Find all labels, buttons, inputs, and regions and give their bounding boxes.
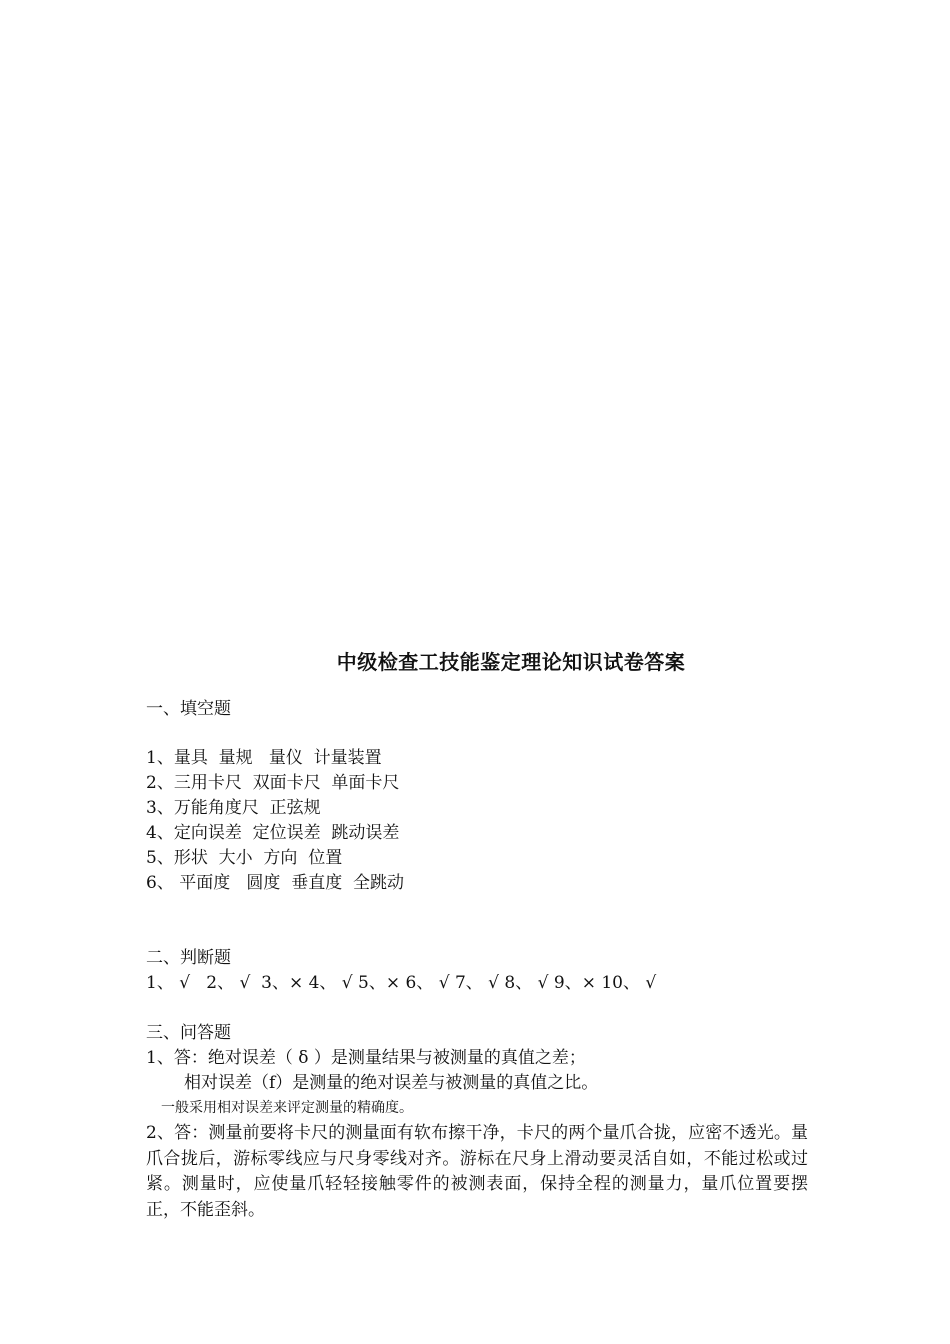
section-heading-qa: 三、问答题 xyxy=(146,1023,231,1043)
answer-line: 6、 平面度 圆度 垂直度 全跳动 xyxy=(146,873,405,893)
qa-answer-1-line3: 一般采用相对误差来评定测量的精确度。 xyxy=(161,1100,413,1116)
section-heading-true-false: 二、判断题 xyxy=(146,948,231,968)
qa-answer-2: 2、答：测量前要将卡尺的测量面有软布擦干净，卡尺的两个量爪合拢，应密不透光。量爪合拢后，游标零线应与尺身零线对齐。游标在尺身上滑动要灵活自如，不能过松或过紧。测量时，应使量爪轻轻接触零件的被测表面，保持全程的测量力，量爪位置要摆正，不能歪斜。 xyxy=(146,1123,808,1220)
qa-answer-1-line2: 相对误差（f）是测量的绝对误差与被测量的真值之比。 xyxy=(184,1073,599,1093)
answer-line: 1、量具 量规 量仪 计量装置 xyxy=(146,748,382,768)
answer-line: 3、万能角度尺 正弦规 xyxy=(146,798,321,818)
answer-line: 5、形状 大小 方向 位置 xyxy=(146,848,343,868)
section-heading-fill-in: 一、填空题 xyxy=(146,699,231,719)
answer-line: 4、定向误差 定位误差 跳动误差 xyxy=(146,823,400,843)
document-title: 中级检查工技能鉴定理论知识试卷答案 xyxy=(336,650,686,674)
true-false-answers: 1、 √ 2、 √ 3、× 4、 √ 5、× 6、 √ 7、 √ 8、 √ 9、× 10、 √ xyxy=(146,973,657,993)
qa-answer-1-line1: 1、答：绝对误差（ δ ）是测量结果与被测量的真值之差； xyxy=(146,1048,586,1068)
answer-line: 2、三用卡尺 双面卡尺 单面卡尺 xyxy=(146,773,400,793)
